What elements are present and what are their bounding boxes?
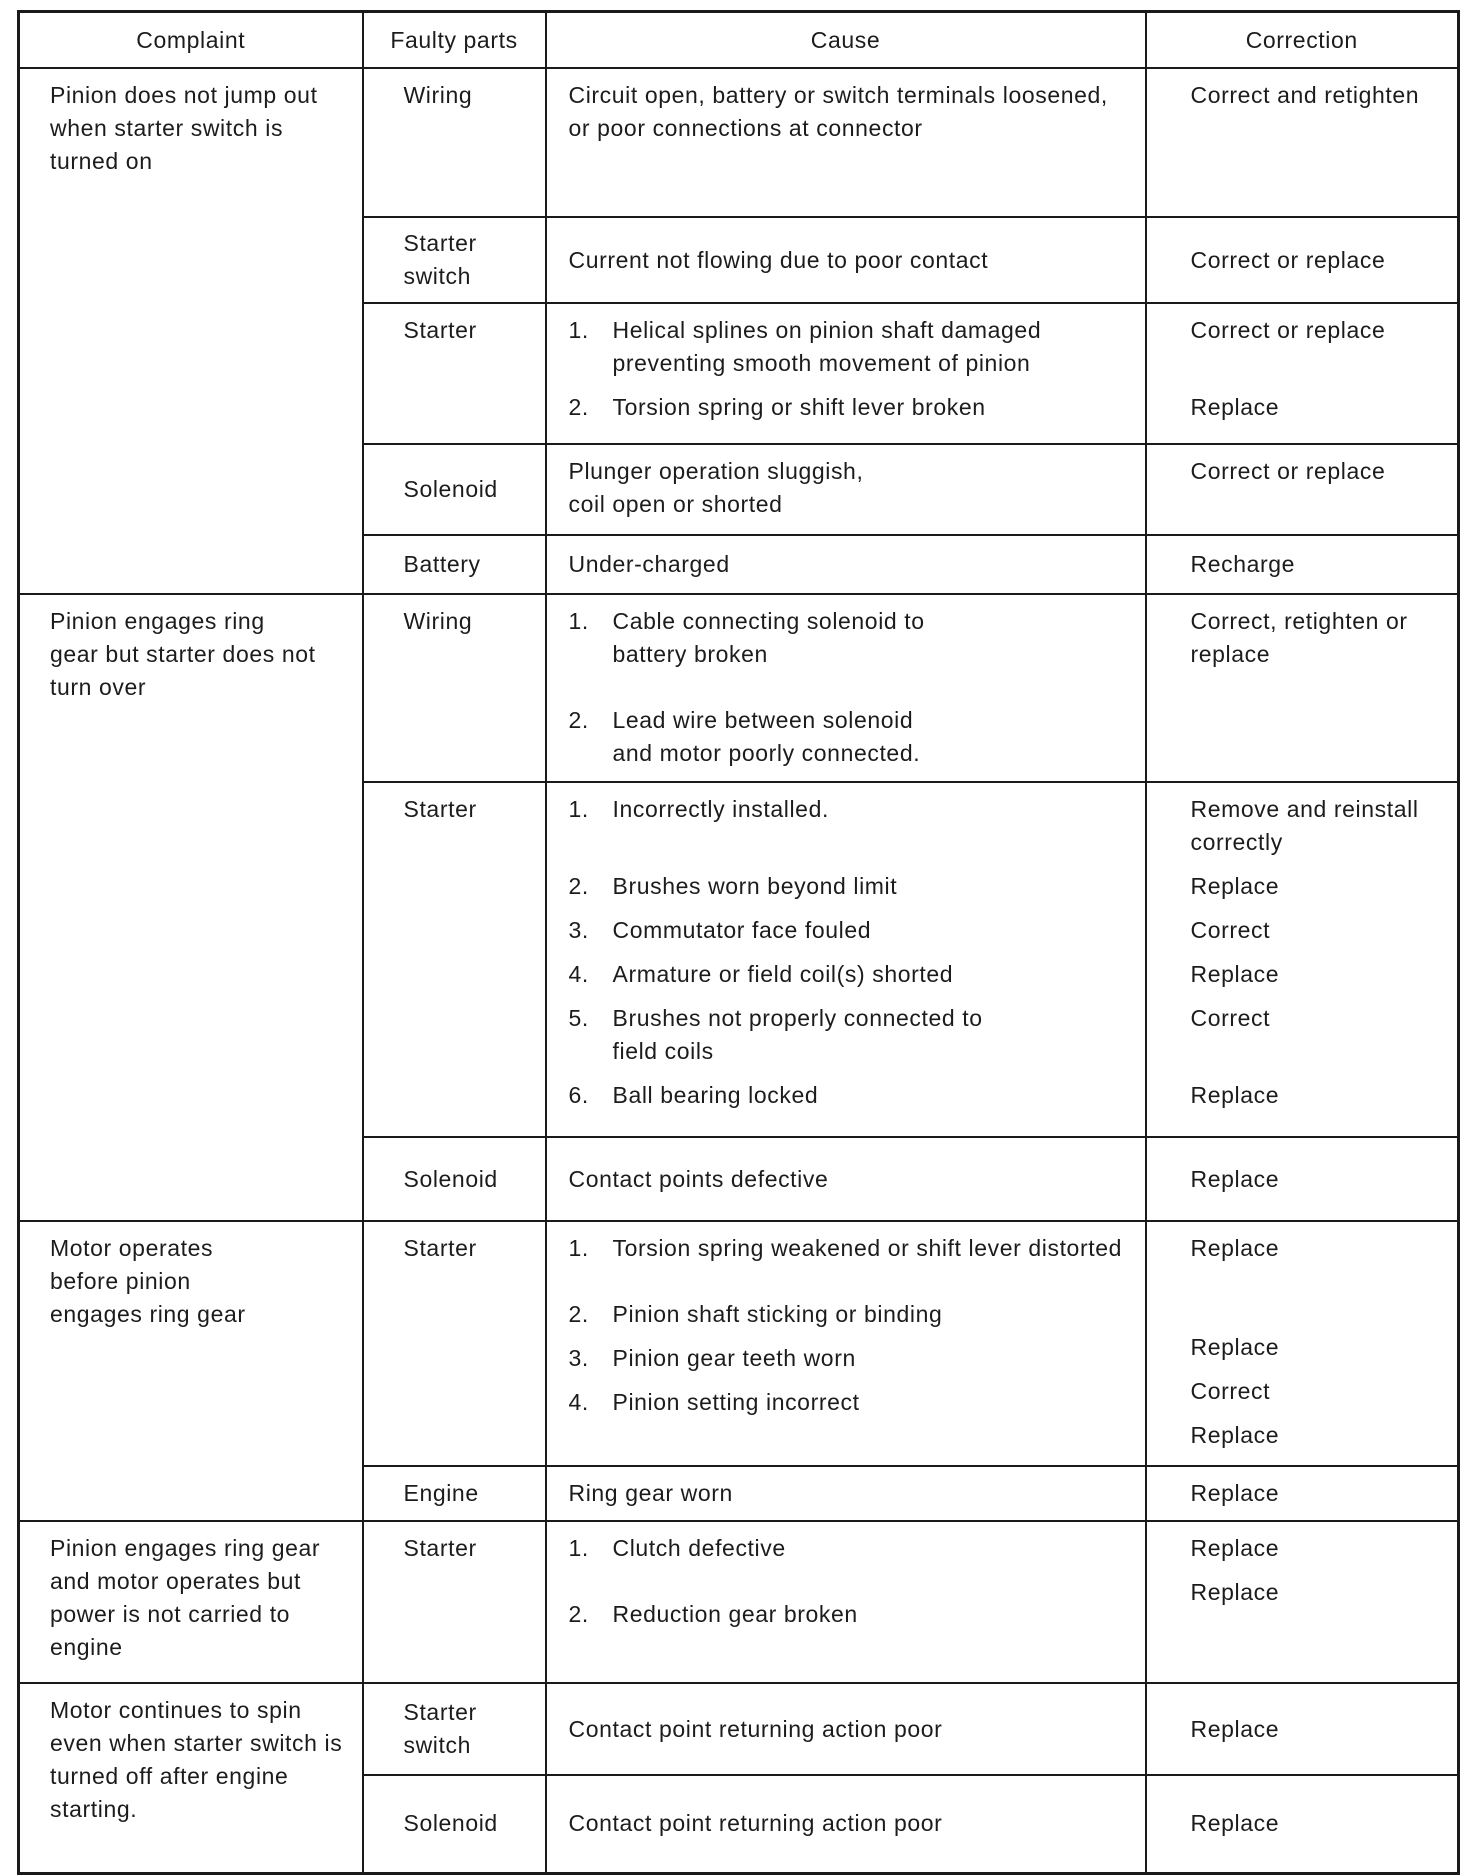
correction-cell xyxy=(1146,303,1459,444)
item-number: 2. xyxy=(568,1301,589,1327)
cause-text: Ring gear worn xyxy=(568,1480,733,1506)
cause-text: Circuit open, battery or switch terminals loosened, or poor connections at connector xyxy=(568,82,1108,141)
correction-text: Replace xyxy=(1190,1165,1280,1192)
cause-text: Armature or field coil(s) shorted xyxy=(612,961,954,987)
cause-item xyxy=(569,1298,1131,1331)
cause-text: Reduction gear broken xyxy=(612,1601,858,1627)
faulty-part-cell: Solenoid xyxy=(363,1775,546,1873)
cause-item xyxy=(569,1598,1131,1631)
cause-item xyxy=(569,704,1131,770)
correction-text: Correct xyxy=(1190,1005,1271,1031)
faulty-part-cell: Solenoid xyxy=(363,1137,546,1221)
item-number: 1. xyxy=(568,796,589,822)
cause-cell xyxy=(546,217,1146,303)
faulty-part-cell: Starter xyxy=(363,303,546,444)
cause-item xyxy=(569,1002,1131,1068)
cause-cell xyxy=(546,1775,1146,1873)
complaint-cell: Pinion does not jump out when starter switch is turned on xyxy=(19,68,363,594)
item-number: 1. xyxy=(568,608,589,634)
cause-item xyxy=(569,605,1131,671)
cause-text: Contact points defective xyxy=(568,1165,829,1192)
cause-item xyxy=(569,391,1131,424)
correction-text: Replace xyxy=(1190,1334,1280,1360)
correction-text: Correct, retighten or replace xyxy=(1190,608,1408,667)
cause-text: Commutator face fouled xyxy=(612,917,872,943)
cause-text: Torsion spring weakened or shift lever distorted xyxy=(612,1235,1122,1261)
correction-text: Recharge xyxy=(1190,551,1296,577)
header-complaint: Complaint xyxy=(19,12,363,69)
complaint-text: Pinion engages ring gear but starter does not turn over xyxy=(50,608,316,700)
table-row xyxy=(19,68,1459,217)
cause-cell xyxy=(546,1683,1146,1775)
header-faulty-parts: Faulty parts xyxy=(363,12,546,69)
cause-text: Torsion spring or shift lever broken xyxy=(612,394,986,420)
cause-text: Incorrectly installed. xyxy=(612,796,829,822)
item-number: 2. xyxy=(568,873,589,899)
item-number: 2. xyxy=(568,394,589,420)
correction-cell xyxy=(1146,217,1459,303)
cause-text: Plunger operation sluggish, coil open or shorted xyxy=(568,458,864,517)
cause-item xyxy=(569,1079,1131,1112)
item-number: 3. xyxy=(568,1345,589,1371)
item-number: 1. xyxy=(568,317,589,343)
cause-text: Pinion setting incorrect xyxy=(612,1389,860,1415)
correction-text: Correct xyxy=(1190,1378,1271,1404)
complaint-cell xyxy=(19,1521,363,1683)
cause-cell xyxy=(546,303,1146,444)
complaint-text: Pinion engages ring gear and motor operates but power is not carried to engine xyxy=(50,1535,321,1660)
cause-text: Brushes worn beyond limit xyxy=(612,873,898,899)
correction-text: Correct or replace xyxy=(1190,317,1386,343)
correction-cell xyxy=(1146,535,1459,594)
correction-cell xyxy=(1146,1683,1459,1775)
item-number: 3. xyxy=(568,917,589,943)
complaint-text: Motor operates before pinion engages ring gear xyxy=(50,1235,246,1327)
faulty-part-cell: Solenoid xyxy=(363,444,546,535)
item-number: 4. xyxy=(568,1389,589,1415)
faulty-part-cell: Starter switch xyxy=(363,217,546,303)
correction-text: Replace xyxy=(1190,1579,1280,1605)
correction-text: Replace xyxy=(1190,1480,1280,1506)
correction-text: Correct or replace xyxy=(1190,458,1386,484)
complaint-text: Motor continues to spin even when starter switch is turned off after engine starting. xyxy=(50,1697,343,1822)
cause-cell xyxy=(546,1521,1146,1683)
correction-cell xyxy=(1146,1221,1459,1466)
correction-text: Replace xyxy=(1190,1535,1280,1561)
faulty-part-text: Starter switch xyxy=(403,1699,477,1758)
correction-text: Replace xyxy=(1190,1235,1280,1261)
faulty-part-cell: Starter xyxy=(363,782,546,1137)
correction-cell xyxy=(1146,1521,1459,1683)
correction-cell xyxy=(1146,1466,1459,1521)
correction-text: Replace xyxy=(1190,1810,1280,1837)
header-correction: Correction xyxy=(1146,12,1459,69)
complaint-cell xyxy=(19,1683,363,1873)
item-number: 6. xyxy=(568,1082,589,1108)
cause-text: Clutch defective xyxy=(612,1535,786,1561)
correction-text: Remove and reinstall correctly xyxy=(1190,796,1419,855)
cause-text: Pinion shaft sticking or binding xyxy=(612,1301,943,1327)
cause-item xyxy=(569,870,1131,903)
cause-cell xyxy=(546,444,1146,535)
table-row xyxy=(19,1521,1459,1683)
item-number: 4. xyxy=(568,961,589,987)
correction-text: Replace xyxy=(1190,394,1280,420)
cause-text: Current not flowing due to poor contact xyxy=(568,246,989,273)
header-cause: Cause xyxy=(546,12,1146,69)
header-row xyxy=(19,12,1459,69)
cause-item xyxy=(569,1232,1131,1265)
correction-text: Replace xyxy=(1190,873,1280,899)
item-number: 1. xyxy=(568,1535,589,1561)
cause-text: Brushes not properly connected to field coils xyxy=(612,1005,983,1064)
complaint-cell xyxy=(19,594,363,1221)
cause-item xyxy=(569,1532,1131,1565)
table-row xyxy=(19,594,1459,782)
cause-cell xyxy=(546,1466,1146,1521)
correction-text: Correct xyxy=(1190,917,1271,943)
table-row xyxy=(19,1221,1459,1466)
item-number: 2. xyxy=(568,707,589,733)
correction-cell xyxy=(1146,1137,1459,1221)
correction-text: Replace xyxy=(1190,1715,1280,1742)
correction-cell xyxy=(1146,444,1459,535)
correction-text: Replace xyxy=(1190,961,1280,987)
correction-cell xyxy=(1146,1775,1459,1873)
faulty-part-cell xyxy=(363,1683,546,1775)
correction-text: Replace xyxy=(1190,1422,1280,1448)
correction-cell xyxy=(1146,782,1459,1137)
correction-text: Correct and retighten xyxy=(1190,82,1420,108)
cause-cell xyxy=(546,782,1146,1137)
correction-text: Correct or replace xyxy=(1190,246,1386,273)
cause-item xyxy=(569,314,1131,380)
cause-cell xyxy=(546,1221,1146,1466)
faulty-part-cell: Starter xyxy=(363,1221,546,1466)
faulty-part-cell: Starter xyxy=(363,1521,546,1683)
cause-cell xyxy=(546,1137,1146,1221)
faulty-part-cell: Wiring xyxy=(363,594,546,782)
cause-text: Ball bearing locked xyxy=(612,1082,819,1108)
faulty-part-cell: Wiring xyxy=(363,68,546,217)
cause-text: Contact point returning action poor xyxy=(568,1715,943,1742)
correction-text: Replace xyxy=(1190,1082,1280,1108)
cause-item xyxy=(569,1342,1131,1375)
correction-cell xyxy=(1146,68,1459,217)
item-number: 2. xyxy=(568,1601,589,1627)
cause-cell xyxy=(546,535,1146,594)
cause-item xyxy=(569,958,1131,991)
item-number: 5. xyxy=(568,1005,589,1031)
faulty-part-cell: Battery xyxy=(363,535,546,594)
troubleshooting-sheet xyxy=(17,10,1457,1837)
cause-text: Helical splines on pinion shaft damaged preventing smooth movement of pinion xyxy=(612,317,1042,376)
cause-item xyxy=(569,914,1131,947)
cause-text: Contact point returning action poor xyxy=(568,1810,943,1837)
faulty-part-cell: Engine xyxy=(363,1466,546,1521)
cause-text: Under-charged xyxy=(568,551,730,577)
cause-text: Lead wire between solenoid and motor poorly connected. xyxy=(612,707,921,766)
cause-cell xyxy=(546,594,1146,782)
cause-cell xyxy=(546,68,1146,217)
cause-text: Pinion gear teeth worn xyxy=(612,1345,856,1371)
item-number: 1. xyxy=(568,1235,589,1261)
correction-cell xyxy=(1146,594,1459,782)
starter-troubleshooting-table xyxy=(17,10,1460,1875)
complaint-cell xyxy=(19,1221,363,1521)
cause-item xyxy=(569,793,1131,859)
cause-text: Cable connecting solenoid to battery broken xyxy=(612,608,925,667)
table-row xyxy=(19,1683,1459,1775)
cause-item xyxy=(569,1386,1131,1419)
